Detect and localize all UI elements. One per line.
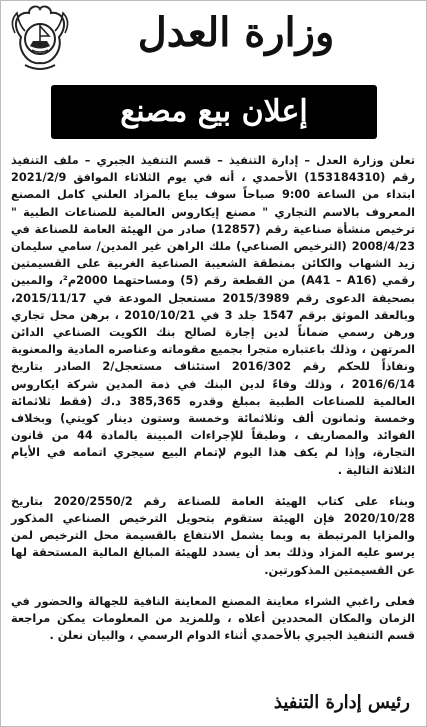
kuwait-emblem-icon (7, 3, 73, 73)
body-paragraph: وبناء على كتاب الهيئة العامة للصناعة رقم 2020/2550/2 بتاريخ 2020/10/28 فإن الهيئة ستقوم بتحويل الترخيص الصناعي المذكور والمزايا المرتبطة به وبما يشمل الانتفاع بالقسيمة محل الترخيص لمن يرسو عليه المزاد وذلك بعد أن يسدد للهيئة المبالغ المالية المستحقة لها عن القسيمتين المذكورتين. (11, 494, 415, 577)
announcement-title-banner: إعلان بيع مصنع (51, 85, 377, 139)
announcement-body (11, 152, 415, 644)
ministry-title: وزارة العدل (137, 9, 335, 56)
header (1, 1, 426, 85)
body-paragraph: فعلى راغبي الشراء معاينة المصنع المعاينة النافية للجهالة والحضور في الزمان والمكان المحددين أعلاه ، وللمزيد من المعلومات يمكن مراجعة قسم التنفيذ الجبري بالأحمدي أثناء الدوام الرسمي ، والبيان نعلن . (11, 594, 415, 643)
body-paragraph: تعلن وزارة العدل – إدارة التنفيذ – قسم التنفيذ الجبري – ملف التنفيذ رقم (153184310) الأحمدي ، أنه في يوم الثلاثاء الموافق 2021/2/9 ابتداء من الساعة 9:00 صباحاً سوف يباع بالمزاد العلني كامل المصنع المعروف بالاسم التجاري " مصنع إيكاروس العالمية للصناعات الطبية " ترخيص منشأة صناعية رقم (12857) صادر من الهيئة العامة للصناعة في 2008/4/23 (الترخيص الصناعي) ملك الراهن غير المدين/ سامي سليمان زيد الشهاب والكائن بمنطقة الشعيبة الصناعية الغربية على القسيمتين رقمي (A41 – A16) من القطعة رقم (5) ومساحتهما 2000م²، والمبين بصحيفة الدعوى رقم 2015/3989 مستعجل المودعة في 2015/11/17، وبالعقد الموثق برقم 1547 جلد 3 في 2010/10/21 ، برهن محل تجاري ورهن رسمي ضماناً لدين إجارة لصالح بنك الكويت الصناعي الدائن المرتهن ، وذلك باعتباره متجرا بجميع مقوماته وعناصره المادية والمعنوية ونفاذاً للحكم رقم 2016/302 استئناف مستعجل/2 الصادر بتاريخ 2016/6/14 ، وذلك وفاءً لدين البنك في ذمة المدين شركة ايكاروس العالمية للصناعات الطبية بمبلغ وقدره 385,365 د.ك (فقط ثلاثمائة وخمسة وثمانون ألف وثلاثمائة وخمسة وستون دينار كويتي) وبخلاف الفوائد والمصاريف ، وطبقاً للإجراءات المبينة بالمادة 44 من قانون التجارة، وإذا لم يكف هذا اليوم لإتمام البيع سيجري اتمامه في الأيام الثلاثة التالية . (11, 154, 416, 477)
signature: رئيس إدارة التنفيذ (273, 692, 410, 713)
